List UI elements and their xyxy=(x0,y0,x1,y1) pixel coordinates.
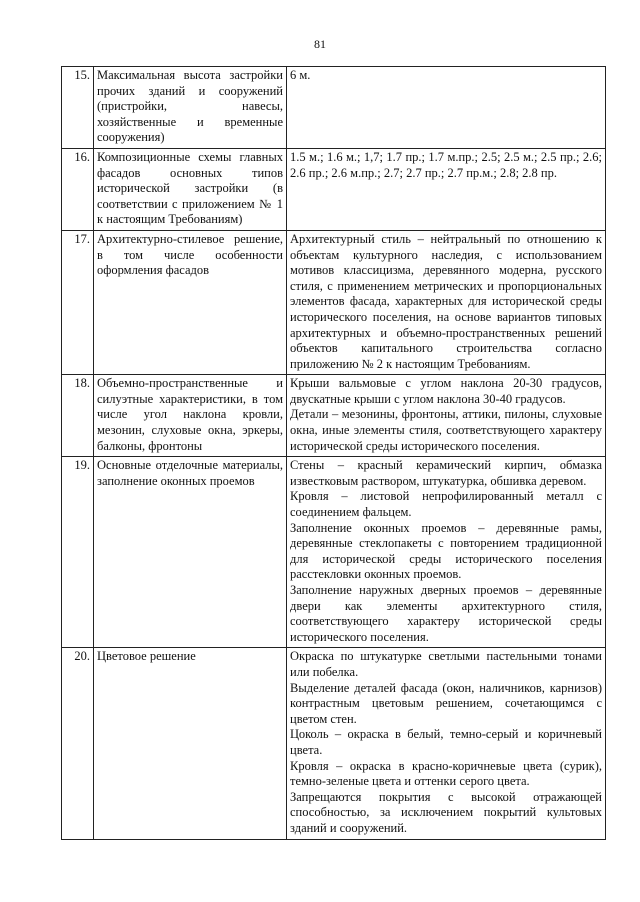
table-row xyxy=(62,67,606,149)
row-number: 18. xyxy=(62,375,94,457)
value-cell xyxy=(287,375,606,457)
row-number: 19. xyxy=(62,457,94,648)
table-row xyxy=(62,457,606,648)
value-paragraph: Выделение деталей фасада (окон, наличников, карнизов) контрастным цветовым решением, сочетающимся с цветом стен. xyxy=(290,680,602,726)
value-paragraph: Цоколь – окраска в белый, темно-серый и коричневый цвета. xyxy=(290,727,602,757)
row-number: 17. xyxy=(62,230,94,374)
value-paragraph: Заполнение наружных дверных проемов – деревянные двери как элементы архитектурного стиля, соответствующего характеру исторической среды исторического поселения. xyxy=(290,583,602,644)
table-row xyxy=(62,648,606,839)
value-cell xyxy=(287,457,606,648)
value-cell xyxy=(287,648,606,839)
value-paragraph: Окраска по штукатурке светлыми пастельными тонами или побелка. xyxy=(290,649,602,679)
value-paragraph: Стены – красный керамический кирпич, обмазка известковым раствором, штукатурка, обшивка деревом. xyxy=(290,458,602,488)
value-paragraph: Кровля – листовой непрофилированный металл с соединением фальцем. xyxy=(290,489,602,520)
table-row xyxy=(62,148,606,230)
row-number: 16. xyxy=(62,148,94,230)
row-number: 15. xyxy=(62,67,94,149)
value-paragraph: Заполнение оконных проемов – деревянные рамы, деревянные стеклопакеты с повторением традиционной для исторической среды исторического поселения расстекловки оконных проемов. xyxy=(290,520,602,582)
parameter-cell: Архитектурно-стилевое решение, в том числе особенности оформления фасадов xyxy=(94,230,287,374)
value-paragraph: Архитектурный стиль – нейтральный по отношению к объектам культурного наследия, с использованием мотивов классицизма, деревянного модерна, русского стиля, с применением метрических и пропорциональных элементов фасада, характерных для исторической среды исторического поселения, на основе вариантов типовых архитектурных и объемно-пространственных решений объектов капитального строительства согласно приложению № 2 к настоящим Требованиям. xyxy=(290,231,602,371)
requirements-table xyxy=(61,66,606,840)
parameter-cell: Цветовое решение xyxy=(94,648,287,839)
parameter-cell: Объемно-пространственные и силуэтные характеристики, в том числе угол наклона кровли, мезонин, слуховые окна, эркеры, балконы, фронтоны xyxy=(94,375,287,457)
value-cell xyxy=(287,230,606,374)
parameter-cell: Основные отделочные материалы, заполнение оконных проемов xyxy=(94,457,287,648)
parameter-cell: Композиционные схемы главных фасадов основных типов исторической застройки (в соответствии с приложением № 1 к настоящим Требованиям) xyxy=(94,148,287,230)
parameter-cell: Максимальная высота застройки прочих зданий и сооружений (пристройки, навесы, хозяйственные и временные сооружения) xyxy=(94,67,287,149)
table-row xyxy=(62,230,606,374)
value-paragraph: 1.5 м.; 1.6 м.; 1,7; 1.7 пр.; 1.7 м.пр.; 2.5; 2.5 м.; 2.5 пр.; 2.6; 2.6 пр.; 2.6 м.пр.; 2.7; 2.7 пр.; 2.7 пр.м.; 2.8; 2.8 пр. xyxy=(290,149,602,180)
value-cell xyxy=(287,148,606,230)
value-paragraph: Запрещаются покрытия с высокой отражающей способностью, за исключением покрытий культовых зданий и сооружений. xyxy=(290,789,602,835)
table-row xyxy=(62,375,606,457)
value-cell xyxy=(287,67,606,149)
value-paragraph: Крыши вальмовые с углом наклона 20-30 градусов, двускатные крыши с углом наклона 30-40 градусов. xyxy=(290,376,602,406)
row-number: 20. xyxy=(62,648,94,839)
value-paragraph: 6 м. xyxy=(290,68,311,82)
value-paragraph: Кровля – окраска в красно-коричневые цвета (сурик), темно-зеленые цвета и оттенки серого цвета. xyxy=(290,758,602,789)
value-paragraph: Детали – мезонины, фронтоны, аттики, пилоны, слуховые окна, иные элементы стиля, соответствующего характеру исторической среды исторического поселения. xyxy=(290,407,602,453)
page-number: 81 xyxy=(314,37,326,51)
